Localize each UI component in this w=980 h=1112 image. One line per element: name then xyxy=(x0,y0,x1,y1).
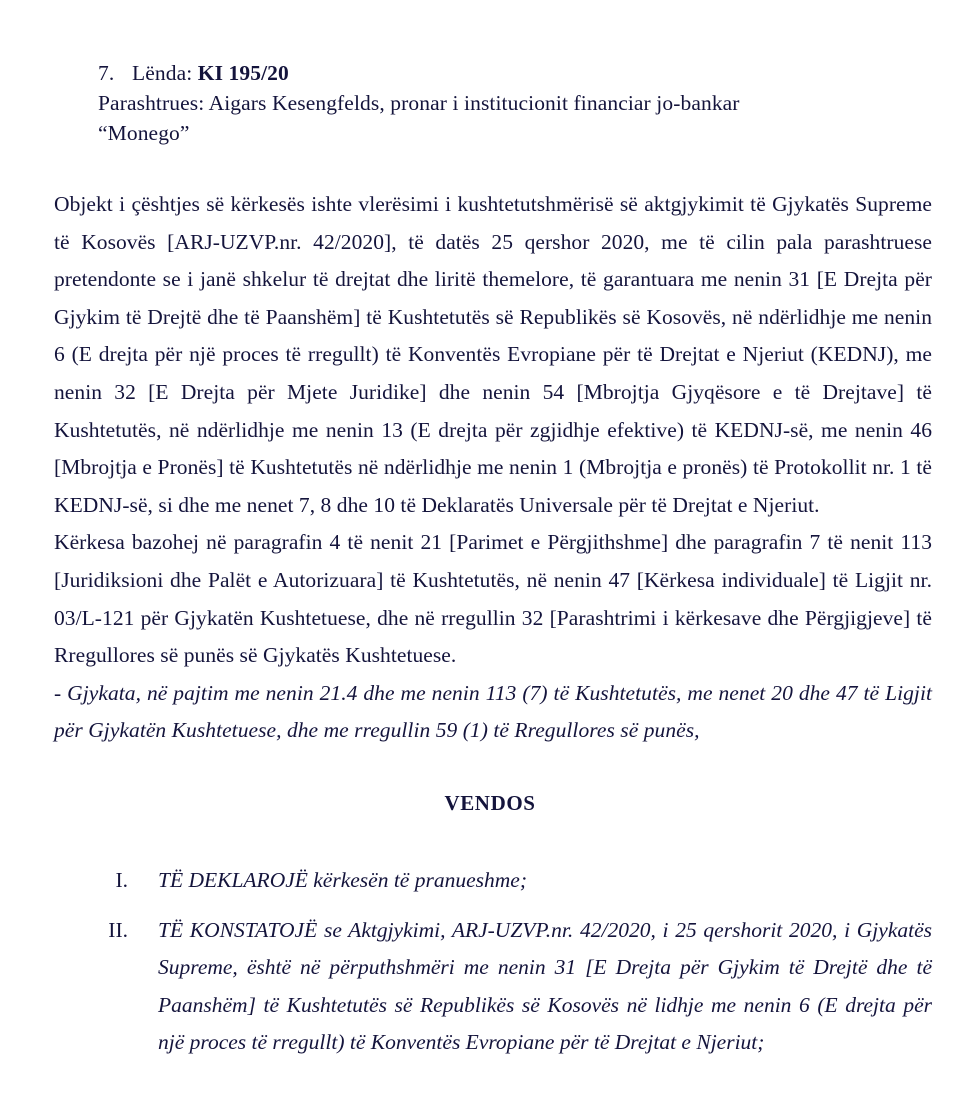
case-item-number: 7. xyxy=(98,61,115,85)
case-label: Lënda: xyxy=(132,61,193,85)
case-id: KI 195/20 xyxy=(197,61,289,85)
decision-numeral: I. xyxy=(115,868,128,892)
case-heading xyxy=(98,58,898,148)
decisions-list xyxy=(54,862,932,1074)
decision-item xyxy=(54,862,932,900)
decision-heading: VENDOS xyxy=(444,791,536,815)
body-paragraph-legal-basis: Kërkesa bazohej në paragrafin 4 të nenit 21 [Parimet e Përgjithshme] dhe paragrafin 7 të nenit 113 [Juridiksioni dhe Palët e Autorizuara] të Kushtetutës, në nenin 47 [Kërkesa individuale] të Ligjit nr. 03/L-121 për Gjykatën Kushtetuese, dhe në rregullin 32 [Parashtrimi i kërkesave dhe Përgjigjeve] të Rregullores së punës së Gjykatës Kushtetuese. xyxy=(54,530,932,668)
decision-numeral: II. xyxy=(108,917,128,942)
document-body xyxy=(54,186,932,750)
applicant-line: Parashtrues: Aigars Kesengfelds, pronar i institucionit financiar jo-bankar xyxy=(98,91,740,115)
decision-text: TË DEKLAROJË kërkesën të pranueshme; xyxy=(158,868,527,892)
applicant-institution-name: “Monego” xyxy=(98,121,190,145)
decision-item xyxy=(54,912,932,1062)
case-heading-line xyxy=(98,58,898,88)
decision-text: TË KONSTATOJË se Aktgjykimi, ARJ-UZVP.nr. 42/2020, i 25 qershorit 2020, i Gjykatës Supreme, është në përputhshmëri me nenin 31 [E Drejta për Gjykim të Drejtë dhe të Paanshëm] të Kushtetutës së Republikës së Kosovës në lidhje me nenin 6 (E drejta për një proces të rregullt) të Konventës Evropiane për të Drejtat e Njeriut; xyxy=(158,917,932,1055)
body-paragraph-court-statement: - Gjykata, në pajtim me nenin 21.4 dhe me nenin 113 (7) të Kushtetutës, me nenet 20 dhe 47 të Ligjit për Gjykatën Kushtetuese, dhe me rregullin 59 (1) të Rregullores së punës, xyxy=(54,680,932,743)
body-paragraph-subject-matter: Objekt i çështjes së kërkesës ishte vlerësimi i kushtetutshmërisë së aktgjykimit të Gjykatës Supreme të Kosovës [ARJ-UZVP.nr. 42/2020], të datës 25 qershor 2020, me të cilin pala parashtruese pretendonte se i janë shkelur të drejtat dhe liritë themelore, të garantuara me nenin 31 [E Drejta për Gjykim të Drejtë dhe të Paanshëm] të Kushtetutës së Republikës së Kosovës, në ndërlidhje me nenin 6 (E drejta për një proces të rregullt) të Konventës Evropiane për të Drejtat e Njeriut (KEDNJ), me nenin 32 [E Drejta për Mjete Juridike] dhe nenin 54 [Mbrojtja Gjyqësore e të Drejtave] të Kushtetutës, në ndërlidhje me nenin 13 (E drejta për zgjidhje efektive) të KEDNJ-së, me nenin 46 [Mbrojtja e Pronës] të Kushtetutës në ndërlidhje me nenin 1 (Mbrojtja e pronës) të Protokollit nr. 1 të KEDNJ-së, si dhe me nenet 7, 8 dhe 10 të Deklaratës Universale për të Drejtat e Njeriut. xyxy=(54,192,932,517)
